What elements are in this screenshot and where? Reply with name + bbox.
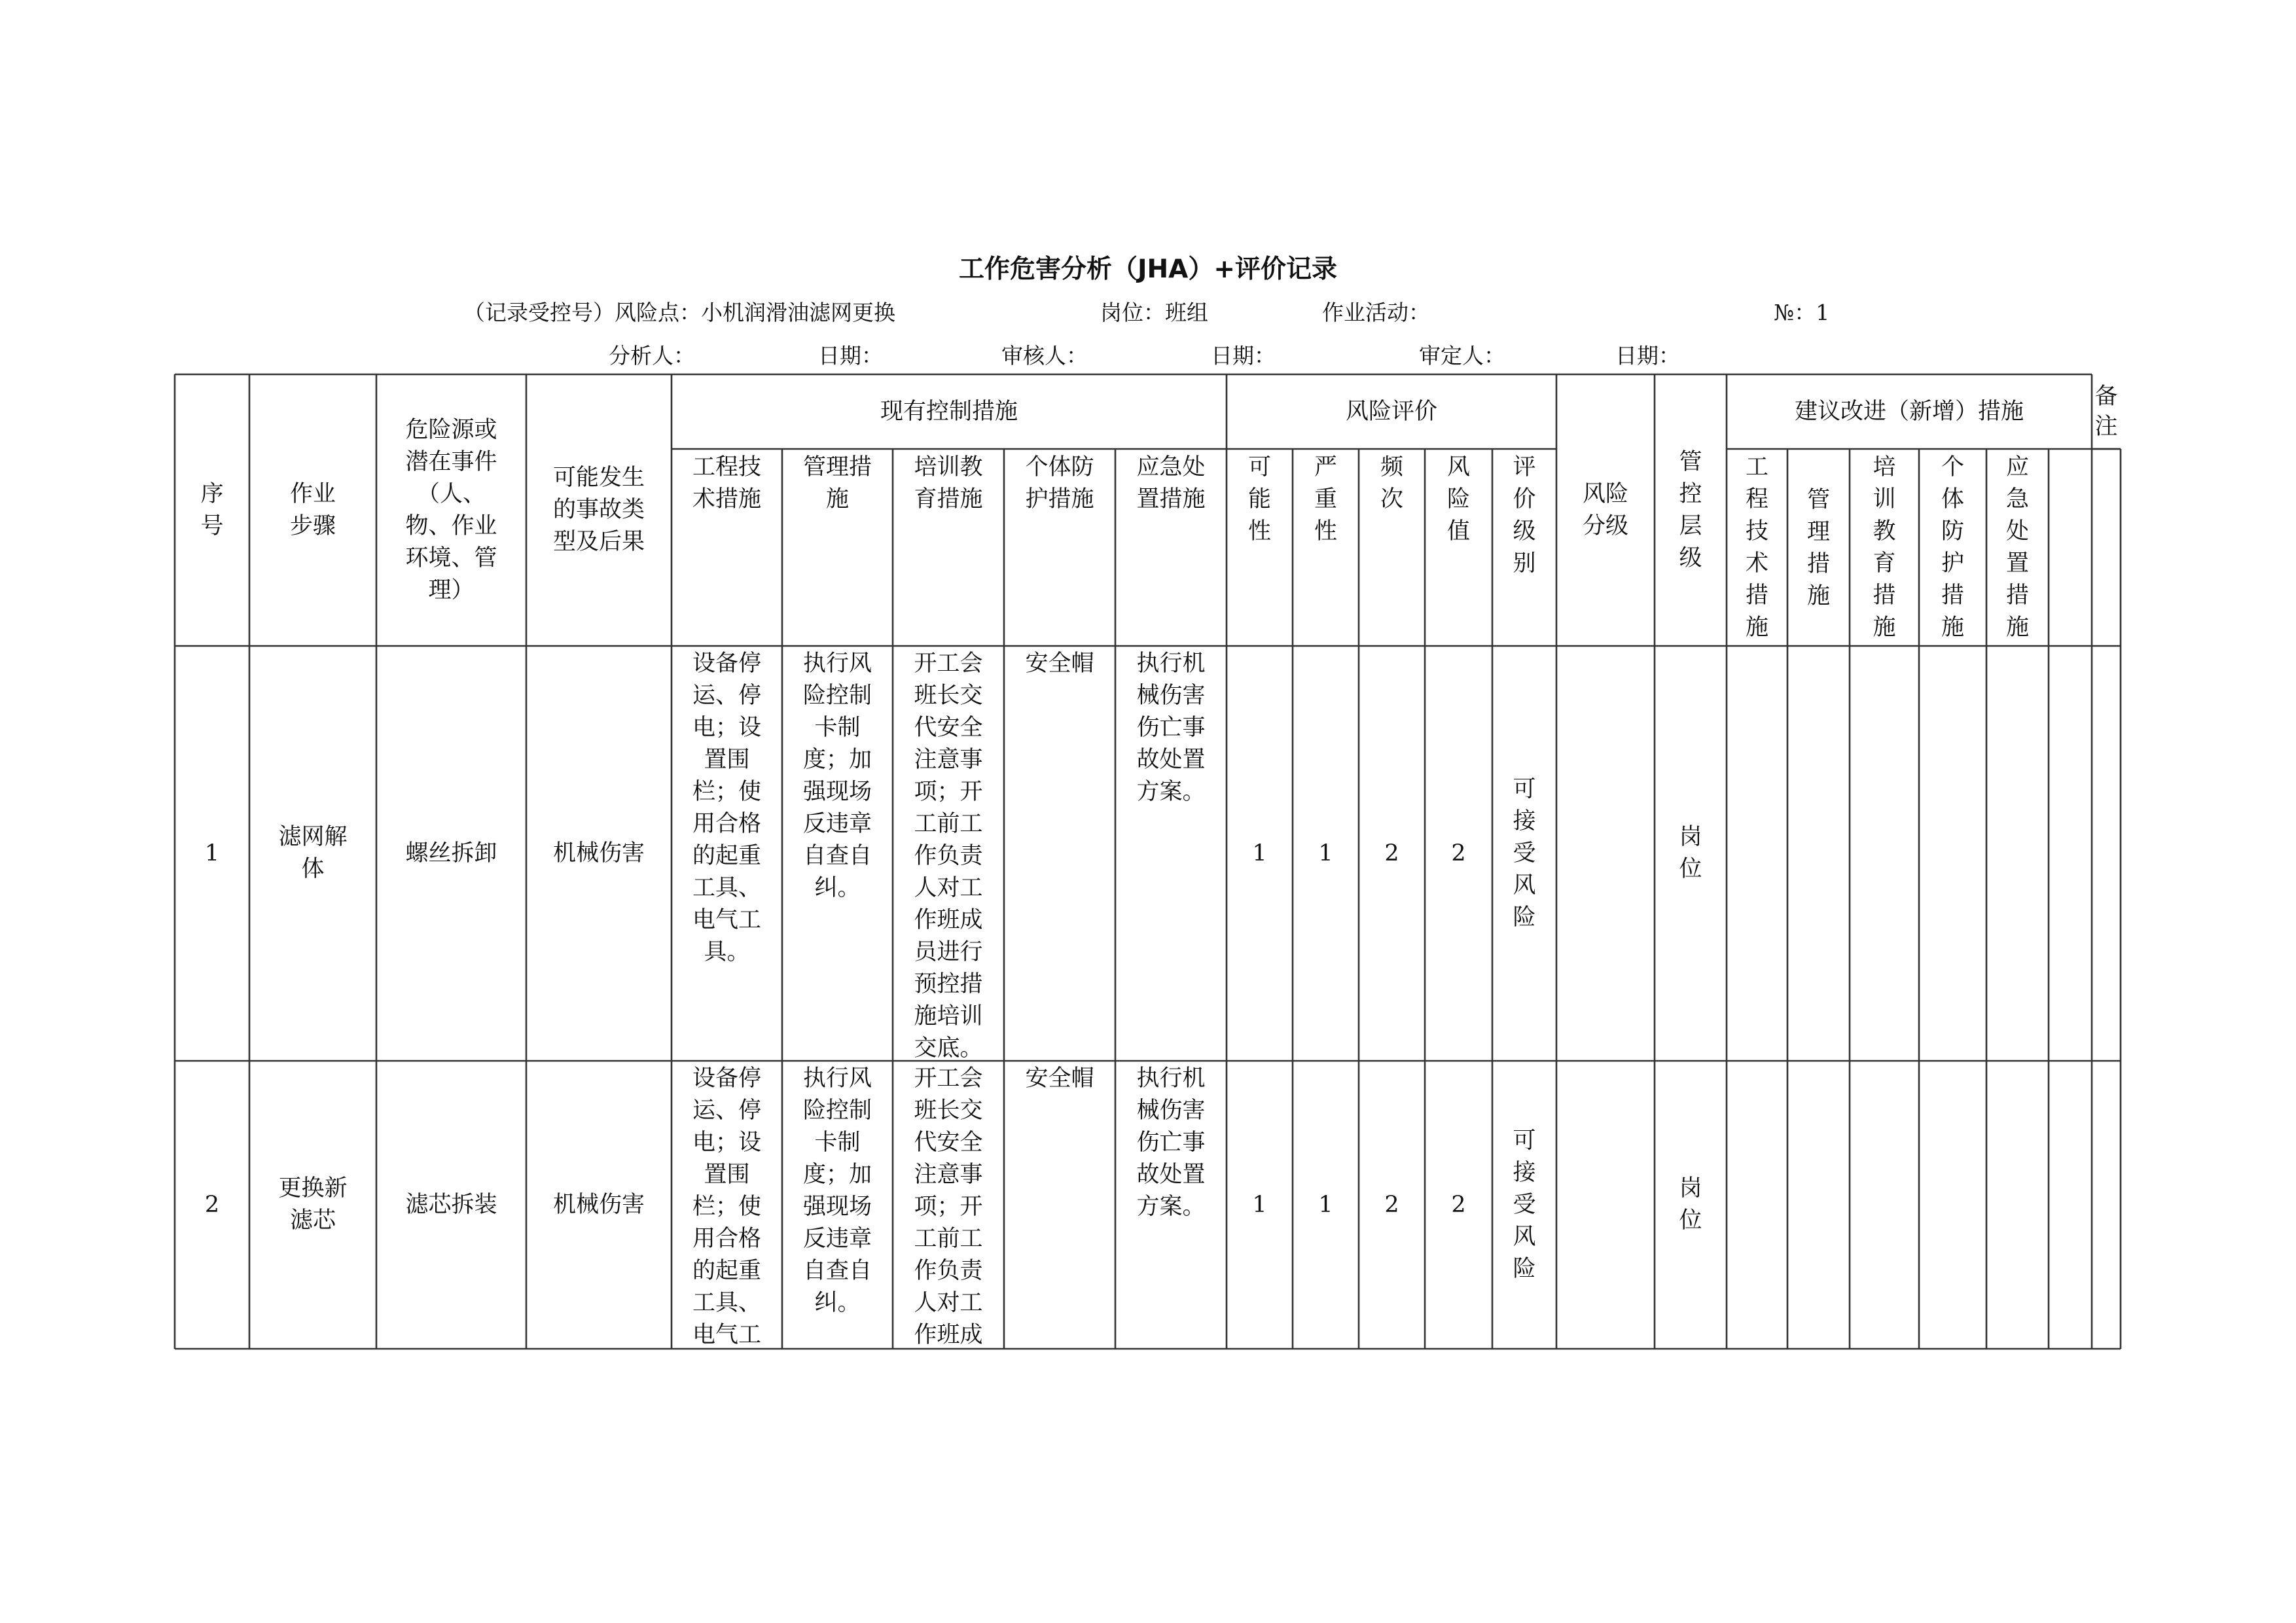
cell-line: 可 — [1513, 776, 1536, 802]
cell-line: 注意事 — [914, 747, 983, 773]
header-ppe-line: 个体防 — [1025, 454, 1094, 480]
header-frequency — [1359, 452, 1425, 646]
cell-line: 栏；使 — [692, 779, 761, 805]
header-suggest-ppe-line: 施 — [1941, 615, 1964, 641]
row-likelihood — [1227, 1061, 1293, 1349]
row-hazard-value: 滤芯拆装 — [405, 1191, 497, 1218]
cell-line: 度；加 — [802, 747, 872, 773]
row-hazard — [376, 646, 526, 1061]
header-seq-line: 序 — [200, 480, 224, 507]
row-severity — [1293, 1061, 1359, 1349]
row-risk-value-value: 2 — [1451, 840, 1466, 866]
header-severity — [1293, 452, 1359, 646]
header-frequency-line: 频 — [1380, 454, 1403, 480]
cell-line: 械伤害 — [1136, 1097, 1206, 1124]
row-likelihood-value: 1 — [1252, 1191, 1267, 1218]
header-severity-line: 严 — [1314, 454, 1337, 480]
cell-line: 度；加 — [802, 1162, 872, 1188]
cell-line: 工具、 — [692, 875, 761, 901]
header-suggest-eng-line: 施 — [1745, 615, 1768, 641]
header-risk-value-line: 风 — [1446, 454, 1470, 480]
cell-line: 风 — [1513, 1223, 1536, 1250]
cell-line: 预控措 — [914, 971, 983, 997]
cell-line: 故处置 — [1136, 1162, 1206, 1188]
header-severity-line: 性 — [1314, 518, 1337, 544]
cell-line: 班长交 — [914, 1097, 983, 1124]
header-suggest-emerg-line: 处 — [2005, 518, 2029, 544]
header-suggest-mgmt-line: 理 — [1806, 519, 1830, 545]
cell-line: 工前工 — [914, 1226, 983, 1252]
header-suggest-mgmt-line: 管 — [1806, 487, 1830, 513]
header-seq-line: 号 — [200, 512, 224, 539]
header-suggest-ppe-line: 体 — [1941, 486, 1964, 512]
header-risk-group — [1227, 374, 1556, 449]
row-seq-value: 1 — [204, 840, 220, 866]
header-suggest-ppe-line: 防 — [1941, 518, 1964, 544]
cell-line: 人对工 — [914, 875, 983, 901]
header-emerg-line: 置措施 — [1136, 486, 1206, 512]
cell-line: 项；开 — [914, 779, 983, 805]
cell-line: 安全帽 — [1025, 1065, 1094, 1092]
row-eval-level — [1492, 1061, 1556, 1349]
cell-line: 受 — [1513, 1191, 1536, 1218]
header-control-level — [1655, 374, 1727, 646]
cell-line: 卡制 — [814, 715, 861, 741]
cell-line: 险控制 — [802, 1097, 872, 1124]
cell-line: 运、停 — [692, 683, 761, 709]
header-remark — [2092, 374, 2121, 449]
row-step-line: 滤网解 — [278, 824, 348, 850]
header-hazard-line: 理） — [428, 577, 475, 603]
header-eval-level-line: 级 — [1513, 518, 1536, 544]
cell-line: 执行风 — [802, 651, 872, 677]
row-accident-value: 机械伤害 — [552, 1191, 645, 1218]
row-emerg-measures — [1115, 1063, 1227, 1347]
row-ppe-measures — [1004, 648, 1115, 1059]
cell-line: 执行机 — [1136, 651, 1206, 677]
row-eng-measures — [672, 648, 782, 1059]
header-accident-line: 的事故类 — [552, 497, 645, 523]
header-eval-level-line: 别 — [1513, 550, 1536, 577]
header-remark-line: 注 — [2094, 414, 2118, 440]
cell-line: 纠。 — [814, 875, 861, 901]
row-mgmt-measures — [782, 1063, 893, 1347]
post-field: 岗位：班组 — [1100, 300, 1208, 325]
row-step-line: 体 — [301, 856, 325, 882]
cell-line: 强现场 — [802, 1194, 872, 1220]
row-train-measures — [893, 1063, 1004, 1347]
header-suggest-ppe-line: 个 — [1941, 454, 1964, 480]
header-step-line: 作业 — [289, 480, 336, 507]
header-mgmt-line: 管理措 — [802, 454, 872, 480]
cell-line: 用合格 — [692, 1226, 761, 1252]
header-suggest-eng-line: 程 — [1745, 486, 1768, 512]
cell-line: 工前工 — [914, 811, 983, 837]
header-suggest-emerg-line: 施 — [2005, 615, 2029, 641]
header-suggest-emerg — [1986, 452, 2049, 646]
row-risk-value-value: 2 — [1451, 1191, 1466, 1218]
header-severity-line: 重 — [1314, 486, 1337, 512]
cell-line: 作班成 — [914, 1322, 983, 1347]
cell-line: 方案。 — [1136, 779, 1206, 805]
row-risk-value — [1425, 646, 1492, 1061]
header-likelihood — [1227, 452, 1293, 646]
cell-line: 班长交 — [914, 683, 983, 709]
cell-line: 人对工 — [914, 1290, 983, 1316]
row-control-level — [1655, 1061, 1727, 1349]
row-ppe-measures — [1004, 1063, 1115, 1347]
cell-line: 置围 — [704, 747, 750, 773]
header-risk-grade-line: 分级 — [1582, 512, 1628, 539]
cell-line: 岗 — [1679, 824, 1702, 850]
cell-line: 作班成 — [914, 907, 983, 933]
header-control-level-line: 管 — [1679, 448, 1702, 475]
cell-line: 执行机 — [1136, 1065, 1206, 1092]
cell-line: 伤亡事 — [1136, 1130, 1206, 1156]
header-suggest-eng-line: 技 — [1745, 518, 1768, 544]
header-control-group-label: 现有控制措施 — [880, 398, 1018, 425]
header-suggest-mgmt-line: 施 — [1806, 583, 1830, 609]
cell-line: 纠。 — [814, 1290, 861, 1316]
row-severity — [1293, 646, 1359, 1061]
cell-line: 安全帽 — [1025, 651, 1094, 677]
cell-line: 施培训 — [914, 1003, 983, 1029]
cell-line: 自查自 — [802, 1258, 872, 1284]
activity-field: 作业活动： — [1322, 300, 1430, 325]
header-risk-value-line: 险 — [1446, 486, 1470, 512]
header-suggest-train-line: 培 — [1873, 454, 1896, 480]
row-severity-value: 1 — [1318, 1191, 1333, 1218]
cell-line: 风 — [1513, 872, 1536, 899]
cell-line: 卡制 — [814, 1130, 861, 1156]
header-likelihood-line: 能 — [1247, 486, 1271, 512]
analyst-field: 分析人： — [609, 343, 695, 368]
cell-line: 位 — [1679, 1207, 1702, 1234]
cell-line: 险 — [1513, 1255, 1536, 1282]
cell-line: 员进行 — [914, 939, 983, 965]
header-seq — [175, 374, 249, 646]
header-suggest-emerg-line: 应 — [2005, 454, 2029, 480]
header-hazard-line: （人、 — [416, 480, 486, 507]
cell-line: 的起重 — [692, 1258, 761, 1284]
cell-line: 作负责 — [914, 1258, 983, 1284]
cell-line: 险控制 — [802, 683, 872, 709]
cell-line: 位 — [1679, 856, 1702, 882]
cell-line: 反违章 — [802, 811, 872, 837]
row-accident-value: 机械伤害 — [552, 840, 645, 866]
cell-line: 接 — [1513, 1159, 1536, 1186]
row-step — [249, 646, 376, 1061]
cell-line: 注意事 — [914, 1162, 983, 1188]
row-frequency — [1359, 1061, 1425, 1349]
header-accident-line: 可能发生 — [552, 465, 645, 491]
header-risk-value-line: 值 — [1446, 518, 1470, 544]
row-hazard — [376, 1061, 526, 1349]
header-risk-grade-line: 风险 — [1582, 480, 1628, 507]
header-suggest-mgmt — [1787, 484, 1850, 646]
row-frequency — [1359, 646, 1425, 1061]
header-eng-line: 工程技 — [692, 454, 761, 480]
cell-line: 代安全 — [914, 1130, 983, 1156]
header-suggest-group-label: 建议改进（新增）措施 — [1794, 398, 2024, 425]
header-accident — [526, 374, 672, 646]
header-suggest-eng-line: 术 — [1745, 550, 1768, 577]
header-suggest-train-line: 措 — [1873, 582, 1896, 609]
cell-line: 代安全 — [914, 715, 983, 741]
row-emerg-measures — [1115, 648, 1227, 1059]
header-hazard-line: 物、作业 — [405, 512, 497, 539]
header-risk-grade — [1556, 374, 1655, 646]
header-control-group — [672, 374, 1227, 449]
cell-line: 械伤害 — [1136, 683, 1206, 709]
row-train-measures — [893, 648, 1004, 1059]
row-frequency-value: 2 — [1384, 1191, 1399, 1218]
header-hazard — [376, 374, 526, 646]
row-step — [249, 1061, 376, 1349]
row-seq-value: 2 — [204, 1191, 220, 1218]
header-emerg — [1115, 452, 1227, 646]
cell-line: 设备停 — [692, 1065, 761, 1092]
cell-line: 电；设 — [692, 1130, 761, 1156]
cell-line: 受 — [1513, 840, 1536, 866]
row-accident — [526, 646, 672, 1061]
row-control-level — [1655, 646, 1727, 1061]
header-frequency-line: 次 — [1380, 486, 1403, 512]
header-suggest-eng-line: 工 — [1745, 454, 1768, 480]
header-suggest-emerg-line: 置 — [2005, 550, 2029, 577]
cell-line: 的起重 — [692, 843, 761, 869]
row-eval-level — [1492, 646, 1556, 1061]
page-title: 工作危害分析（JHA）+评价记录 — [958, 255, 1337, 284]
cell-line: 反违章 — [802, 1226, 872, 1252]
header-suggest-eng-line: 措 — [1745, 582, 1768, 609]
header-eval-level-line: 价 — [1513, 486, 1536, 512]
record-number: №：1 — [1774, 300, 1830, 325]
header-mgmt-line: 施 — [825, 486, 849, 512]
row-likelihood-value: 1 — [1252, 840, 1267, 866]
header-eng-line: 术措施 — [692, 486, 761, 512]
row-frequency-value: 2 — [1384, 840, 1399, 866]
cell-line: 伤亡事 — [1136, 715, 1206, 741]
row-seq — [175, 1061, 249, 1349]
header-suggest-emerg-line: 急 — [2005, 486, 2029, 512]
cell-line: 故处置 — [1136, 747, 1206, 773]
cell-line: 电气工 — [692, 907, 761, 933]
header-accident-line: 型及后果 — [552, 529, 645, 555]
cell-line: 具。 — [704, 939, 750, 965]
cell-line: 运、停 — [692, 1097, 761, 1124]
record-risk-point: （记录受控号）风险点：小机润滑油滤网更换 — [463, 300, 895, 325]
cell-line: 项；开 — [914, 1194, 983, 1220]
cell-line: 可 — [1513, 1127, 1536, 1154]
header-suggest-train-line: 施 — [1873, 615, 1896, 641]
header-risk-value — [1425, 452, 1492, 646]
header-hazard-line: 潜在事件 — [405, 448, 497, 475]
header-suggest-ppe-line: 护 — [1941, 550, 1964, 577]
header-control-level-line: 层 — [1679, 512, 1702, 539]
header-hazard-line: 危险源或 — [405, 416, 497, 443]
cell-line: 置围 — [704, 1162, 750, 1188]
cell-line: 自查自 — [802, 843, 872, 869]
cell-line: 电；设 — [692, 715, 761, 741]
header-likelihood-line: 可 — [1247, 454, 1271, 480]
header-train-line: 育措施 — [914, 486, 983, 512]
header-suggest-group — [1727, 374, 2092, 449]
header-suggest-ppe — [1919, 452, 1986, 646]
row-seq — [175, 646, 249, 1061]
header-remark-line: 备 — [2094, 383, 2118, 410]
cell-line: 交底。 — [914, 1035, 983, 1061]
cell-line: 设备停 — [692, 651, 761, 677]
approver-date-field: 日期： — [1615, 343, 1680, 368]
cell-line: 开工会 — [914, 651, 983, 677]
cell-line: 工具、 — [692, 1290, 761, 1316]
row-step-line: 更换新 — [278, 1175, 348, 1202]
row-severity-value: 1 — [1318, 840, 1333, 866]
row-risk-value — [1425, 1061, 1492, 1349]
header-likelihood-line: 性 — [1247, 518, 1271, 544]
header-control-level-line: 级 — [1679, 544, 1702, 571]
cell-line: 险 — [1513, 904, 1536, 931]
header-step-line: 步骤 — [289, 512, 336, 539]
header-risk-group-label: 风险评价 — [1345, 398, 1437, 425]
header-emerg-line: 应急处 — [1136, 454, 1206, 480]
header-eval-level — [1492, 452, 1556, 646]
cell-line: 强现场 — [802, 779, 872, 805]
analyst-date-field: 日期： — [818, 343, 883, 368]
cell-line: 岗 — [1679, 1175, 1702, 1202]
cell-line: 用合格 — [692, 811, 761, 837]
header-train-line: 培训教 — [914, 454, 983, 480]
header-eng — [672, 452, 782, 646]
row-mgmt-measures — [782, 648, 893, 1059]
header-suggest-train-line: 训 — [1873, 486, 1896, 512]
row-likelihood — [1227, 646, 1293, 1061]
cell-line: 方案。 — [1136, 1194, 1206, 1220]
row-eng-measures — [672, 1063, 782, 1347]
header-eval-level-line: 评 — [1513, 454, 1536, 480]
row-accident — [526, 1061, 672, 1349]
header-suggest-emerg-line: 措 — [2005, 582, 2029, 609]
cell-line: 开工会 — [914, 1065, 983, 1092]
cell-line: 电气工 — [692, 1322, 761, 1347]
header-control-level-line: 控 — [1679, 480, 1702, 507]
header-suggest-mgmt-line: 措 — [1806, 551, 1830, 577]
header-suggest-ppe-line: 措 — [1941, 582, 1964, 609]
row-step-line: 滤芯 — [289, 1207, 336, 1234]
approver-field: 审定人： — [1419, 343, 1505, 368]
cell-line: 执行风 — [802, 1065, 872, 1092]
header-hazard-line: 环境、管 — [405, 544, 497, 571]
cell-line: 接 — [1513, 808, 1536, 834]
reviewer-date-field: 日期： — [1211, 343, 1276, 368]
cell-line: 作负责 — [914, 843, 983, 869]
header-ppe — [1004, 452, 1115, 646]
header-suggest-train-line: 育 — [1873, 550, 1896, 577]
header-ppe-line: 护措施 — [1025, 486, 1094, 512]
cell-line: 栏；使 — [692, 1194, 761, 1220]
header-mgmt — [782, 452, 893, 646]
header-suggest-eng — [1727, 452, 1787, 646]
header-step — [249, 374, 376, 646]
reviewer-field: 审核人： — [1001, 343, 1088, 368]
header-suggest-train-line: 教 — [1873, 518, 1896, 544]
header-suggest-train — [1850, 452, 1919, 646]
header-train — [893, 452, 1004, 646]
row-hazard-value: 螺丝拆卸 — [405, 840, 497, 866]
